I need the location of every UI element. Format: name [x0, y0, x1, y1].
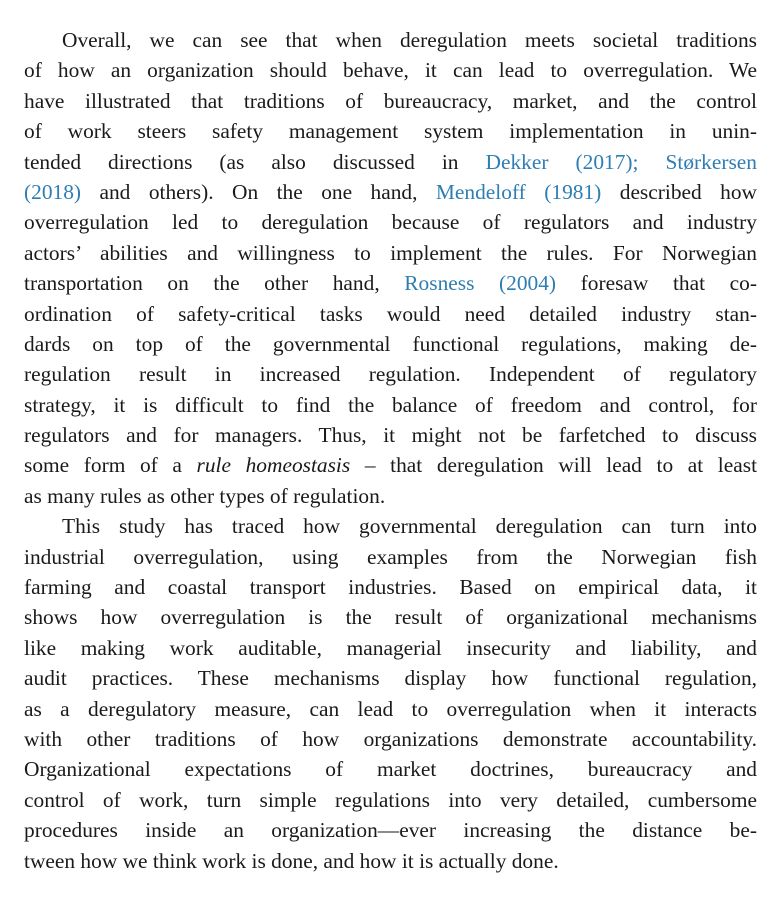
- text-line: farming and coastal transport industries. Based on empirical data, it: [24, 575, 757, 600]
- text-span: described how: [601, 179, 757, 204]
- text-line: as many rules as other types of regulation.: [24, 483, 386, 508]
- text-span: tended directions (as also discussed in: [24, 149, 486, 174]
- citation-link-rosness-2004[interactable]: Rosness (2004): [404, 271, 557, 296]
- text-line: Organizational expectations of market doctrines, bureaucracy and: [24, 757, 757, 782]
- text-span: – that deregulation will lead to at least: [350, 453, 757, 478]
- text-line: tween how we think work is done, and how it is actually done.: [24, 848, 559, 873]
- text-line: shows how overregulation is the result of organizational mechanisms: [24, 605, 757, 630]
- text-line: overregulation led to deregulation because of regulators and industry: [24, 210, 757, 235]
- citation-link-mendeloff-1981[interactable]: Mendeloff (1981): [435, 179, 602, 204]
- text-line: strategy, it is difficult to find the balance of freedom and control, for: [24, 392, 757, 417]
- text-line: [24, 268, 757, 298]
- citation-link-storkersen-2018[interactable]: Størkersen: [665, 149, 757, 174]
- text-line: [24, 450, 757, 480]
- emphasized-term: rule homeostasis: [196, 453, 351, 478]
- text-line: of how an organization should behave, it can lead to overregulation. We: [24, 58, 757, 83]
- text-line: like making work auditable, managerial insecurity and liability, and: [24, 635, 757, 660]
- text-line: Overall, we can see that when deregulation meets societal traditions: [62, 28, 757, 52]
- text-line: with other traditions of how organizations demonstrate accountability.: [24, 726, 757, 751]
- text-line: This study has traced how governmental deregulation can turn into: [62, 514, 757, 539]
- text-line: as a deregulatory measure, can lead to overregulation when it interacts: [24, 696, 757, 721]
- text-span: transportation on the other hand,: [24, 271, 405, 296]
- text-line: regulation result in increased regulation. Independent of regulatory: [24, 362, 757, 387]
- text-line: control of work, turn simple regulations into very detailed, cumbersome: [24, 787, 757, 812]
- text-line: procedures inside an organization—ever increasing the distance be-: [24, 818, 757, 843]
- text-span: foresaw that co-: [556, 271, 757, 296]
- text-line: of work steers safety management system implementation in unin-: [24, 119, 757, 144]
- document-body: [24, 25, 757, 876]
- paragraph-1: [24, 25, 757, 511]
- paragraph-2: [24, 511, 757, 876]
- text-line: [24, 147, 757, 177]
- text-line: dards on top of the governmental functional regulations, making de-: [24, 331, 757, 356]
- text-line: regulators and for managers. Thus, it might not be farfetched to discuss: [24, 423, 757, 448]
- citation-separator: ;: [632, 149, 666, 174]
- text-line: [24, 177, 757, 207]
- text-line: actors’ abilities and willingness to implement the rules. For Norwegian: [24, 240, 757, 265]
- text-span: some form of a: [24, 453, 197, 478]
- text-line: industrial overregulation, using examples from the Norwegian fish: [24, 544, 757, 569]
- text-line: ordination of safety-critical tasks would need detailed industry stan-: [24, 301, 757, 326]
- citation-link-storkersen-2018-year[interactable]: (2018): [24, 179, 82, 204]
- text-line: audit practices. These mechanisms display how functional regulation,: [24, 666, 757, 691]
- citation-link-dekker-2017[interactable]: Dekker (2017): [485, 149, 633, 174]
- text-line: have illustrated that traditions of bureaucracy, market, and the control: [24, 88, 757, 113]
- text-span: and others). On the one hand,: [81, 179, 436, 204]
